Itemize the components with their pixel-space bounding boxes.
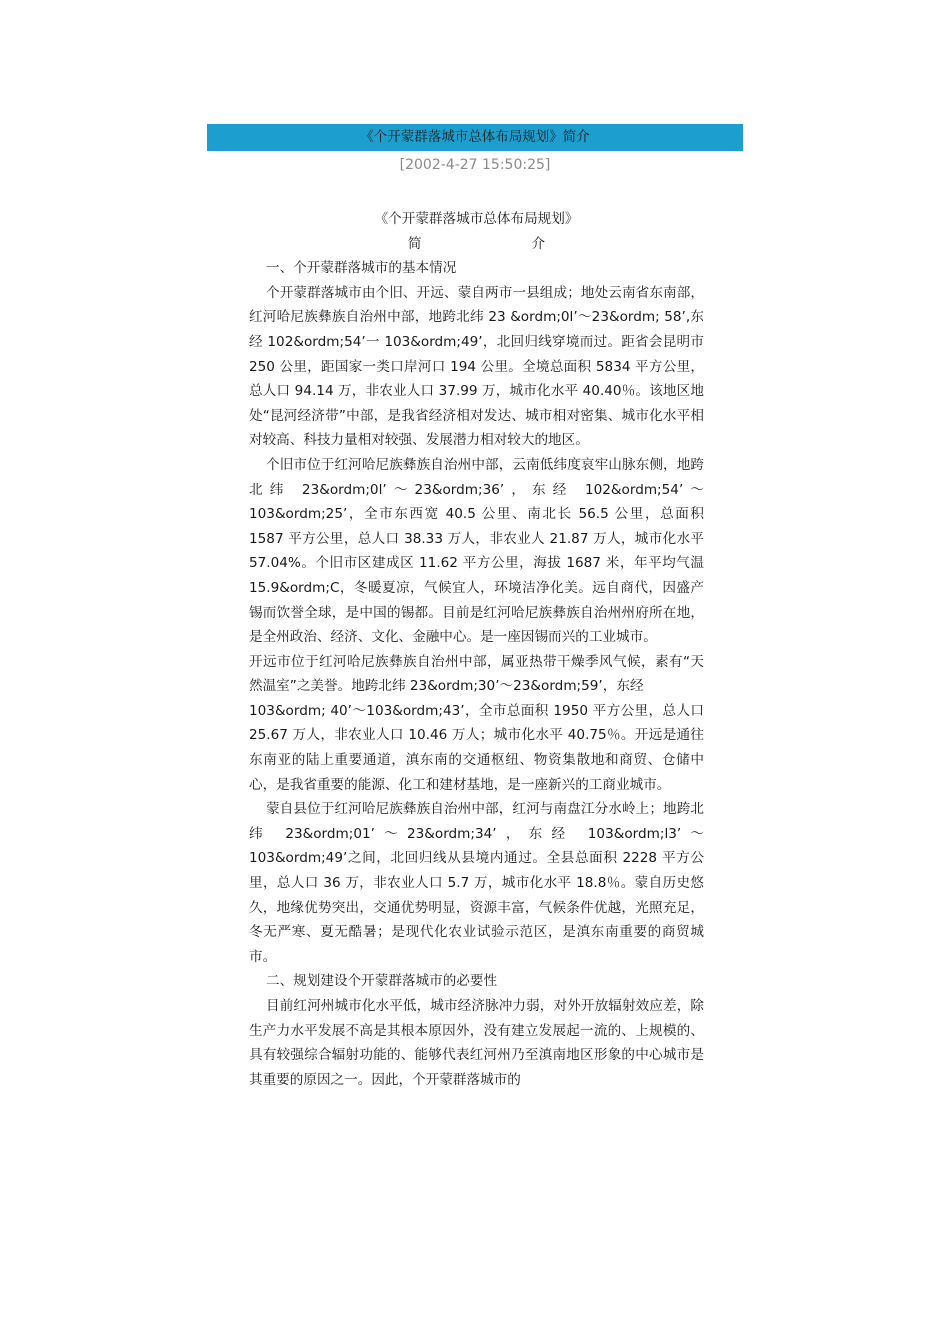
- subtitle-char-1: 简: [407, 235, 422, 252]
- paragraph-kaiyuan-part2: 103&ordm; 40’～103&ordm;43’，全市总面积 1950 平方公里，总人口 25.67 万人，非农业人口 10.46 万人；城市化水平 40.75％。开远是通往东南亚的陆上重要通道，滇东南的交通枢纽、物资集散地和商贸、仓储中心，是我省重要的能源、化工和建材基地，是一座新兴的工商业城市。: [249, 702, 704, 793]
- publish-timestamp: [2002-4-27 15:50:25]: [399, 157, 551, 173]
- paragraph-gejiu: 个旧市位于红河哈尼族彝族自治州中部，云南低纬度哀牢山脉东侧，地跨北纬 23&ordm;0l’～23&ordm;36’，东经 102&ordm;54’～103&ordm;25’，全市东西宽 40.5 公里、南北长 56.5 公里，总面积 1587 平方公里，总人口 38.33 万人，非农业人 21.87 万人，城市化水平 57.04%。个旧市区建成区 11.62 平方公里，海拔 1687 米，年平均气温 15.9&ordm;C，冬暖夏凉，气候宜人，环境洁净化美。远自商代，因盛产锡而饮誉全球，是中国的锡都。目前是红河哈尼族彝族自治州州府所在地，是全州政治、经济、文化、金融中心。是一座因锡而兴的工业城市。: [249, 456, 704, 646]
- article-title-bar: [207, 124, 743, 151]
- paragraph-overview: 个开蒙群落城市由个旧、开远、蒙自两市一县组成；地处云南省东南部，红河哈尼族彝族自治州中部，地跨北纬 23 &ordm;0l’～23&ordm; 58’,东经 102&ordm;54’一 103&ordm;49’，北回归线穿境而过。距省会昆明市 250 公里，距国家一类口岸河口 194 公里。全境总面积 5834 平方公里，总人口 94.14 万，非农业人口 37.99 万，城市化水平 40.40％。该地区地处“昆河经济带”中部，是我省经济相对发达、城市相对密集、城市化水平相对较高、科技力量相对较强、发展潜力相对较大的地区。: [249, 284, 704, 449]
- paragraph-kaiyuan-part1: 开远市位于红河哈尼族彝族自治州中部，属亚热带干燥季风气候，素有“天然温室”之美誉。地跨北纬 23&ordm;30’～23&ordm;59’，东经: [249, 653, 704, 695]
- article-body: [249, 207, 704, 1092]
- subtitle-char-2: 介: [531, 235, 546, 252]
- article-title: 《个开蒙群落城市总体布局规划》简介: [360, 129, 590, 145]
- section-heading-2: 二、规划建设个开蒙群落城市的必要性: [266, 973, 498, 990]
- document-title: 《个开蒙群落城市总体布局规划》: [374, 211, 579, 227]
- document-subtitle: [249, 232, 704, 257]
- section-heading-1: 一、个开蒙群落城市的基本情况: [266, 260, 457, 277]
- paragraph-mengzi: 蒙自县位于红河哈尼族彝族自治州中部，红河与南盘江分水岭上；地跨北纬 23&ordm;01’～23&ordm;34’，东经 103&ordm;l3’～103&ordm;49’之间，北回归线从县境内通过。全县总面积 2228 平方公里，总人口 36 万，非农业人口 5.7 万，城市化水平 18.8％。蒙自历史悠久，地缘优势突出，交通优势明显，资源丰富，气候条件优越，光照充足，冬无严寒、夏无酷暑；是现代化农业试验示范区，是滇东南重要的商贸城市。: [249, 801, 704, 965]
- paragraph-necessity: 目前红河州城市化水平低，城市经济脉冲力弱，对外开放辐射效应差，除生产力水平发展不高是其根本原因外，没有建立发展起一流的、上规模的、具有较强综合辐射功能的、能够代表红河州乃至滇南地区形象的中心城市是其重要的原因之一。因此，个开蒙群落城市的: [249, 998, 704, 1088]
